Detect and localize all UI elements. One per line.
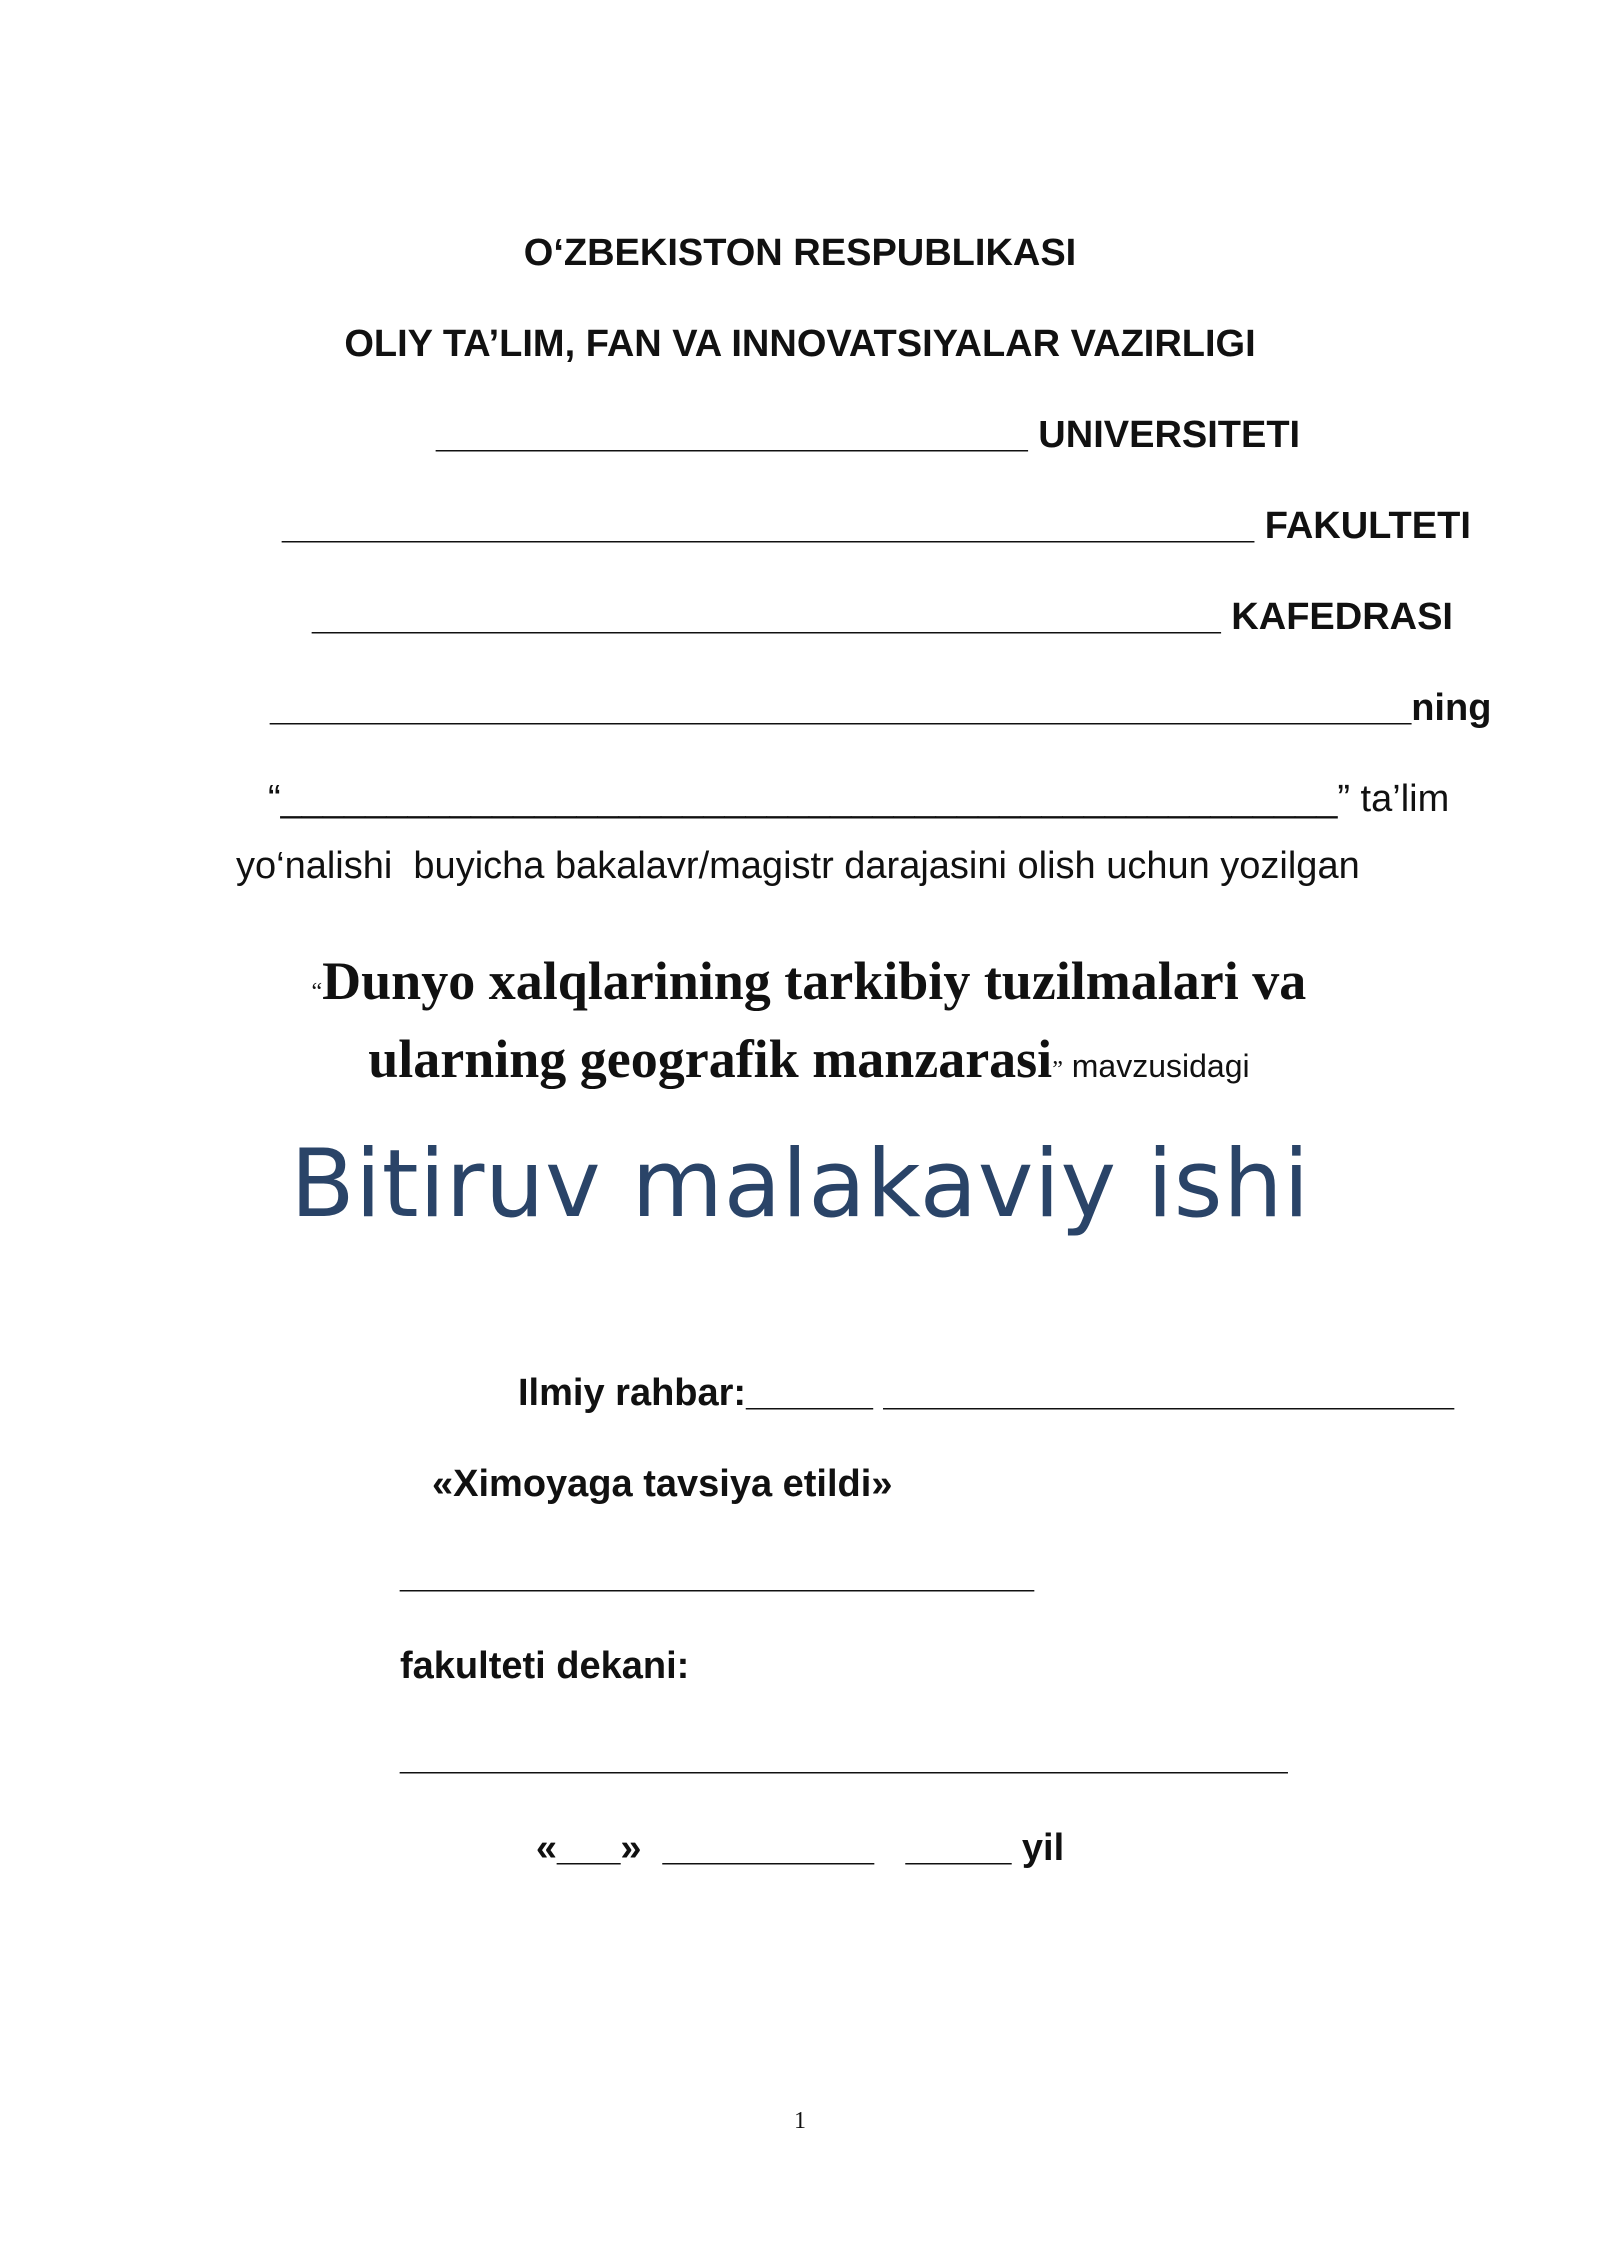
topic-close-quote: ”	[1052, 1057, 1063, 1083]
ministry-heading: OLIY TA’LIM, FAN VA INNOVATSIYALAR VAZIRLIGI	[344, 323, 1256, 365]
date-line: «___» __________ _____ yil	[535, 1827, 1065, 1869]
signature-blank-2: __________________________________________	[400, 1736, 1288, 1778]
recommended-label: «Ximoyaga tavsiya etildi»	[432, 1463, 893, 1505]
page-number: 1	[794, 2108, 806, 2134]
republic-heading: O‘ZBEKISTON RESPUBLIKASI	[523, 232, 1077, 274]
topic-title-part-2: ularning geografik manzarasi	[368, 1029, 1053, 1089]
topic-open-quote: “	[311, 979, 323, 1005]
department-line: ___________________________________________ KAFEDRASI	[312, 596, 1453, 638]
topic-title-part-1: Dunyo xalqlarining tarkibiy tuzilmalari va	[322, 951, 1307, 1011]
direction-line: “__________________________________________________” ta’lim	[268, 778, 1450, 820]
degree-line: yo‘nalishi buyicha bakalavr/magistr darajasini olish uchun yozilgan	[236, 845, 1360, 887]
document-title: Bitiruv malakaviy ishi	[290, 1130, 1310, 1239]
topic-line-2	[0, 1010, 1600, 1108]
student-line: ______________________________________________________ning	[270, 687, 1492, 729]
advisor-line: Ilmiy rahbar:______ ___________________________	[518, 1372, 1455, 1414]
university-line: ____________________________ UNIVERSITETI	[436, 414, 1301, 456]
dean-label: fakulteti dekani:	[400, 1645, 690, 1687]
topic-suffix: mavzusidagi	[1062, 1048, 1250, 1084]
signature-blank-1: ______________________________	[400, 1554, 1035, 1596]
faculty-line: ______________________________________________ FAKULTETI	[282, 505, 1471, 547]
